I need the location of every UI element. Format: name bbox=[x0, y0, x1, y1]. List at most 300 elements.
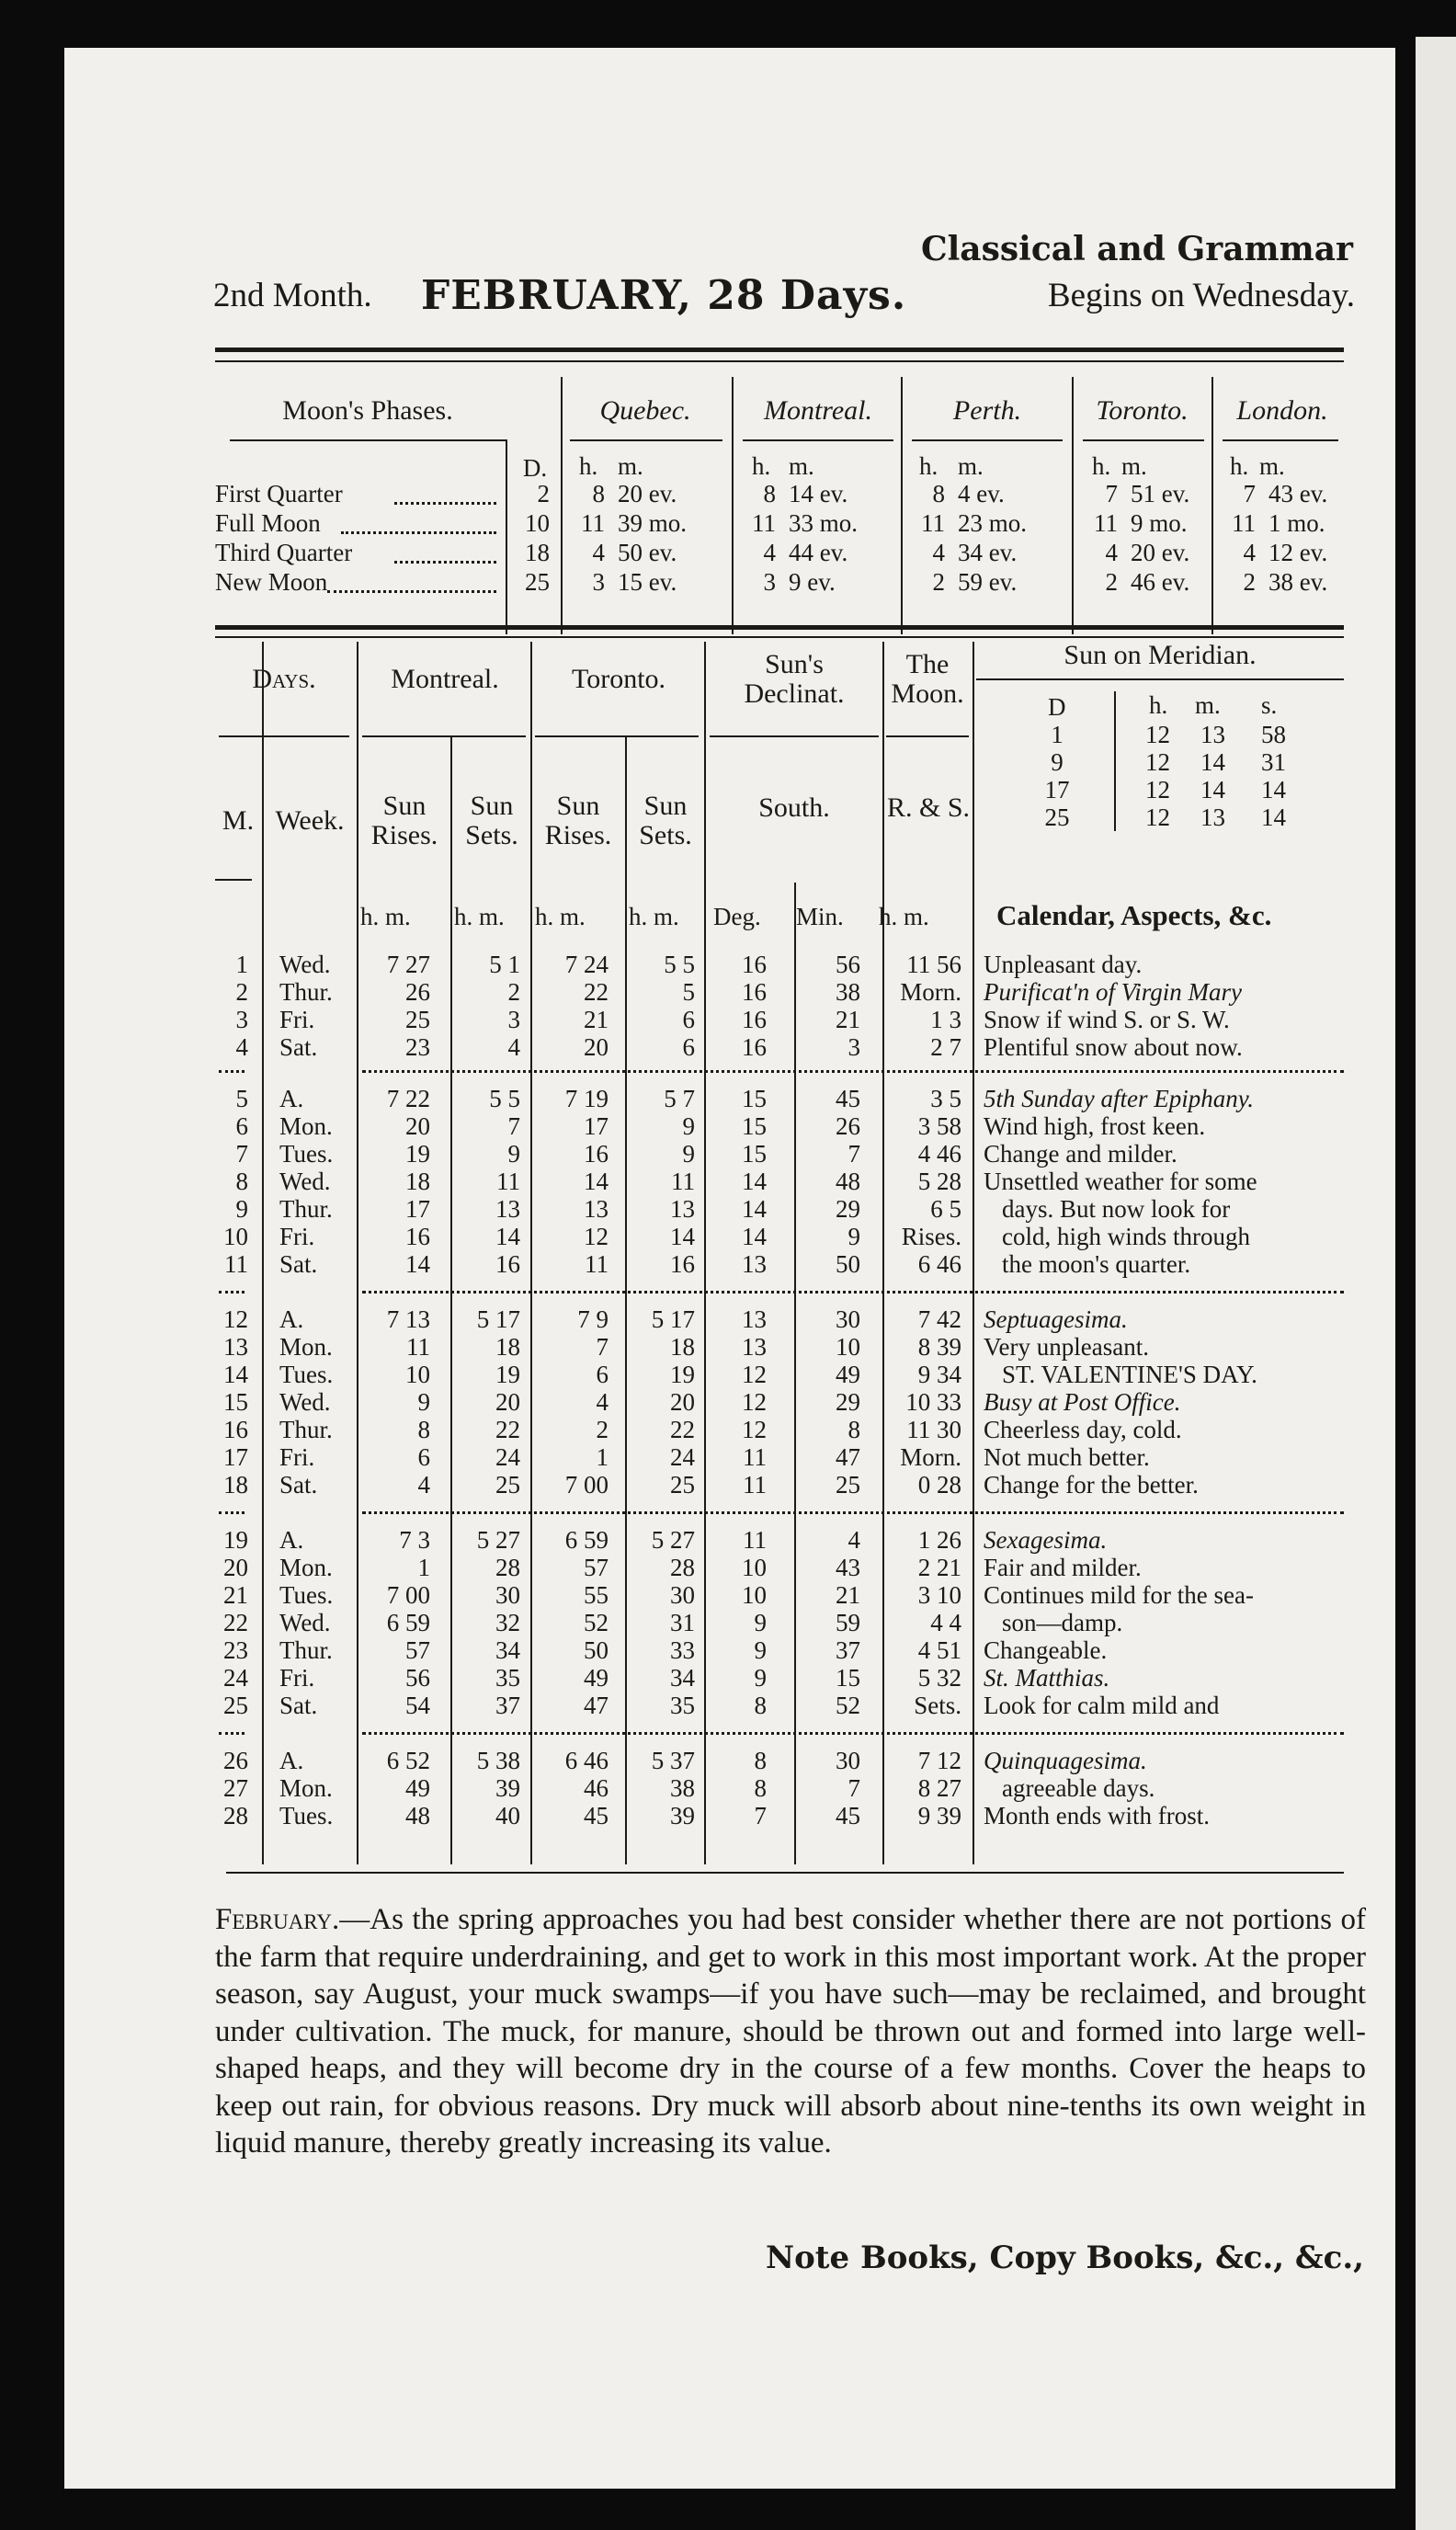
row-declination-deg: 16 bbox=[742, 1006, 767, 1033]
row-montreal-sets: 25 bbox=[495, 1471, 520, 1499]
meridian-sec: 58 bbox=[1261, 721, 1286, 748]
footer-advert: Note Books, Copy Books, &c., &c., bbox=[766, 2239, 1364, 2276]
row-moon-rise-set: 6 46 bbox=[917, 1250, 961, 1278]
city-header-perth: Perth. bbox=[952, 395, 1022, 426]
row-calendar-note: Plentiful snow about now. bbox=[984, 1033, 1243, 1061]
row-montreal-rises: 4 bbox=[417, 1471, 430, 1499]
row-moon-rise-set: 4 51 bbox=[917, 1636, 961, 1664]
row-montreal-rises: 14 bbox=[405, 1250, 430, 1278]
row-toronto-rises: 1 bbox=[596, 1443, 609, 1471]
row-declination-deg: 13 bbox=[742, 1250, 767, 1278]
row-moon-rise-set: 7 42 bbox=[917, 1305, 961, 1333]
row-moon-rise-set: 5 32 bbox=[917, 1664, 961, 1692]
row-declination-deg: 15 bbox=[742, 1140, 767, 1168]
row-declination-min: 21 bbox=[836, 1581, 860, 1609]
meridian-head-h: h. bbox=[1149, 691, 1168, 719]
phase-name: First Quarter bbox=[215, 480, 343, 507]
row-toronto-sets: 24 bbox=[670, 1443, 695, 1471]
toronto-header: Toronto. bbox=[571, 664, 666, 694]
row-montreal-sets: 14 bbox=[495, 1223, 520, 1250]
meridian-day: 1 bbox=[1051, 721, 1064, 748]
meridian-sec: 14 bbox=[1261, 803, 1286, 831]
phase-leader-dots bbox=[394, 502, 497, 505]
week-separator bbox=[219, 1732, 245, 1735]
row-declination-deg: 12 bbox=[742, 1416, 767, 1443]
row-montreal-sets: 7 bbox=[507, 1112, 520, 1140]
row-moon-rise-set: 3 10 bbox=[917, 1581, 961, 1609]
row-weekday: Mon. bbox=[279, 1333, 333, 1361]
row-calendar-note: the moon's quarter. bbox=[1002, 1250, 1191, 1278]
hm-tr: h. m. bbox=[535, 903, 586, 930]
row-montreal-sets: 11 bbox=[496, 1168, 520, 1195]
phase-hour: 4 bbox=[763, 539, 776, 566]
week-separator bbox=[219, 1291, 245, 1293]
row-weekday: Tues. bbox=[279, 1140, 334, 1168]
row-montreal-rises: 49 bbox=[405, 1774, 430, 1802]
phase-minutes: 20 ev. bbox=[1131, 539, 1190, 566]
phase-hour: 4 bbox=[1105, 539, 1118, 566]
row-day-of-month: 15 bbox=[223, 1388, 248, 1416]
south-header: South. bbox=[758, 792, 830, 823]
row-declination-min: 47 bbox=[836, 1443, 860, 1471]
row-declination-deg: 13 bbox=[742, 1305, 767, 1333]
meridian-min: 13 bbox=[1200, 721, 1225, 748]
row-montreal-sets: 13 bbox=[495, 1195, 520, 1223]
row-day-of-month: 4 bbox=[235, 1033, 248, 1061]
row-montreal-sets: 5 5 bbox=[489, 1085, 520, 1112]
row-day-of-month: 10 bbox=[223, 1223, 248, 1250]
row-toronto-rises: 21 bbox=[584, 1006, 609, 1033]
phases-header-underline bbox=[570, 439, 722, 441]
meridian-head-s: s. bbox=[1261, 691, 1278, 719]
city-header-toronto: Toronto. bbox=[1096, 395, 1189, 426]
meridian-head-d: D bbox=[1048, 693, 1066, 721]
row-toronto-rises: 49 bbox=[584, 1664, 609, 1692]
row-calendar-note: Purificat'n of Virgin Mary bbox=[984, 978, 1242, 1006]
row-montreal-rises: 20 bbox=[405, 1112, 430, 1140]
hm-mr: h. m. bbox=[360, 903, 411, 930]
phases-col-divider bbox=[561, 377, 563, 634]
row-declination-min: 56 bbox=[836, 951, 860, 978]
row-declination-deg: 15 bbox=[742, 1112, 767, 1140]
row-toronto-sets: 9 bbox=[682, 1112, 695, 1140]
row-weekday: Wed. bbox=[279, 951, 331, 978]
row-moon-rise-set: 11 56 bbox=[906, 951, 961, 978]
phase-leader-dots bbox=[341, 531, 497, 534]
row-declination-min: 7 bbox=[847, 1774, 860, 1802]
toronto-sun-rises-1: Sun bbox=[556, 791, 600, 821]
row-calendar-note: Snow if wind S. or S. W. bbox=[984, 1006, 1230, 1033]
row-day-of-month: 13 bbox=[223, 1333, 248, 1361]
phase-day: 2 bbox=[537, 480, 550, 507]
row-toronto-sets: 38 bbox=[670, 1774, 695, 1802]
row-montreal-sets: 16 bbox=[495, 1250, 520, 1278]
row-montreal-sets: 32 bbox=[495, 1609, 520, 1636]
row-toronto-sets: 30 bbox=[670, 1581, 695, 1609]
row-declination-min: 3 bbox=[847, 1033, 860, 1061]
row-day-of-month: 16 bbox=[223, 1416, 248, 1443]
row-montreal-sets: 24 bbox=[495, 1443, 520, 1471]
row-day-of-month: 25 bbox=[223, 1692, 248, 1719]
row-toronto-rises: 7 bbox=[596, 1333, 609, 1361]
sun-declinat-header-2: Declinat. bbox=[744, 678, 845, 709]
montreal-sun-rises-2: Rises. bbox=[370, 820, 438, 850]
row-toronto-rises: 11 bbox=[585, 1250, 609, 1278]
row-montreal-rises: 57 bbox=[405, 1636, 430, 1664]
row-calendar-note: Septuagesima. bbox=[984, 1305, 1128, 1333]
row-declination-min: 37 bbox=[836, 1636, 860, 1664]
row-declination-min: 45 bbox=[836, 1085, 860, 1112]
row-declination-deg: 8 bbox=[754, 1774, 767, 1802]
row-day-of-month: 11 bbox=[224, 1250, 248, 1278]
phases-sub-h: h. bbox=[1092, 452, 1111, 480]
phase-hour: 7 bbox=[1105, 480, 1118, 507]
phase-hour: 2 bbox=[932, 568, 945, 596]
meridian-divider bbox=[1114, 691, 1116, 831]
adjacent-page-edge bbox=[1416, 37, 1456, 2530]
row-weekday: Sat. bbox=[279, 1471, 318, 1499]
row-declination-min: 50 bbox=[836, 1250, 860, 1278]
row-weekday: Tues. bbox=[279, 1361, 334, 1388]
toronto-sun-sets-1: Sun bbox=[643, 791, 688, 821]
units-hm-moon: h. m. bbox=[879, 903, 929, 930]
row-weekday: Thur. bbox=[279, 978, 333, 1006]
meridian-day: 17 bbox=[1044, 776, 1070, 803]
row-moon-rise-set: Morn. bbox=[900, 1443, 961, 1471]
row-declination-deg: 7 bbox=[754, 1802, 767, 1829]
row-weekday: A. bbox=[279, 1747, 304, 1774]
row-declination-deg: 12 bbox=[742, 1361, 767, 1388]
row-weekday: Tues. bbox=[279, 1802, 334, 1829]
february-notes bbox=[215, 1901, 1366, 2162]
row-moon-rise-set: 11 30 bbox=[906, 1416, 961, 1443]
row-calendar-note: Cheerless day, cold. bbox=[984, 1416, 1182, 1443]
row-montreal-sets: 18 bbox=[495, 1333, 520, 1361]
phases-sub-m: m. bbox=[1121, 452, 1147, 480]
phase-hour: 11 bbox=[921, 509, 945, 537]
row-declination-min: 38 bbox=[836, 978, 860, 1006]
row-calendar-note: Wind high, frost keen. bbox=[984, 1112, 1206, 1140]
meridian-hour: 12 bbox=[1145, 776, 1170, 803]
table-col-divider bbox=[973, 642, 974, 1864]
phase-hour: 4 bbox=[1243, 539, 1256, 566]
notes-lead: February. bbox=[215, 1903, 340, 1936]
row-montreal-sets: 5 1 bbox=[489, 951, 520, 978]
row-declination-deg: 14 bbox=[742, 1223, 767, 1250]
row-day-of-month: 26 bbox=[223, 1747, 248, 1774]
row-montreal-sets: 2 bbox=[507, 978, 520, 1006]
row-day-of-month: 2 bbox=[235, 978, 248, 1006]
row-toronto-rises: 7 19 bbox=[564, 1085, 609, 1112]
row-declination-min: 25 bbox=[836, 1471, 860, 1499]
row-day-of-month: 3 bbox=[235, 1006, 248, 1033]
row-declination-deg: 10 bbox=[742, 1554, 767, 1581]
phase-name: New Moon bbox=[215, 568, 328, 596]
row-declination-deg: 9 bbox=[754, 1609, 767, 1636]
notes-text: —As the spring approaches you had best consider whether there are not portions of the farm that require underdraining, and get to work in this most important work. At the proper season, say August, your muck swamps—if you have such—may be reclaimed, and brought under cultivation. The muck, for manure, should be thrown out and formed into large well-shaped heaps, and they will become dry in the course of a few months. Cover the heaps to keep out rain, for obvious reasons. Dry muck will absorb about nine-tenths its own weight in liquid manure, thereby greatly increasing its value. bbox=[215, 1903, 1366, 2160]
col-m-header: M. bbox=[222, 805, 255, 836]
row-day-of-month: 12 bbox=[223, 1305, 248, 1333]
row-day-of-month: 7 bbox=[235, 1140, 248, 1168]
row-toronto-sets: 11 bbox=[671, 1168, 695, 1195]
row-declination-deg: 11 bbox=[743, 1443, 767, 1471]
row-declination-min: 8 bbox=[847, 1416, 860, 1443]
row-montreal-rises: 6 bbox=[417, 1443, 430, 1471]
phases-header-underline bbox=[230, 439, 506, 441]
row-declination-deg: 11 bbox=[743, 1471, 767, 1499]
meridian-day: 25 bbox=[1044, 803, 1070, 831]
row-montreal-sets: 19 bbox=[495, 1361, 520, 1388]
row-weekday: Mon. bbox=[279, 1112, 333, 1140]
meridian-min: 14 bbox=[1200, 748, 1225, 776]
row-declination-min: 15 bbox=[836, 1664, 860, 1692]
row-toronto-sets: 39 bbox=[670, 1802, 695, 1829]
row-declination-min: 49 bbox=[836, 1361, 860, 1388]
row-weekday: Sat. bbox=[279, 1033, 318, 1061]
row-moon-rise-set: 5 28 bbox=[917, 1168, 961, 1195]
row-declination-deg: 9 bbox=[754, 1664, 767, 1692]
row-toronto-sets: 35 bbox=[670, 1692, 695, 1719]
row-montreal-rises: 8 bbox=[417, 1416, 430, 1443]
row-weekday: Tues. bbox=[279, 1581, 334, 1609]
units-min: Min. bbox=[796, 903, 844, 930]
row-moon-rise-set: 1 3 bbox=[930, 1006, 961, 1033]
row-calendar-note: St. Matthias. bbox=[984, 1664, 1110, 1692]
row-moon-rise-set: Rises. bbox=[901, 1223, 961, 1250]
table-subcol-divider bbox=[625, 735, 627, 1864]
row-declination-deg: 14 bbox=[742, 1168, 767, 1195]
row-montreal-sets: 37 bbox=[495, 1692, 520, 1719]
row-declination-min: 26 bbox=[836, 1112, 860, 1140]
group-header-underline bbox=[535, 735, 699, 737]
phase-day: 25 bbox=[525, 568, 550, 596]
row-moon-rise-set: 9 39 bbox=[917, 1802, 961, 1829]
row-declination-deg: 13 bbox=[742, 1333, 767, 1361]
phase-minutes: 39 mo. bbox=[618, 509, 688, 537]
phase-name: Third Quarter bbox=[215, 539, 353, 566]
meridian-hour: 12 bbox=[1145, 748, 1170, 776]
row-montreal-rises: 6 52 bbox=[386, 1747, 430, 1774]
row-declination-min: 43 bbox=[836, 1554, 860, 1581]
row-montreal-sets: 39 bbox=[495, 1774, 520, 1802]
phase-hour: 11 bbox=[1094, 509, 1118, 537]
row-moon-rise-set: 10 33 bbox=[905, 1388, 961, 1416]
row-montreal-sets: 35 bbox=[495, 1664, 520, 1692]
row-calendar-note: Very unpleasant. bbox=[984, 1333, 1149, 1361]
row-montreal-sets: 22 bbox=[495, 1416, 520, 1443]
row-toronto-sets: 19 bbox=[670, 1361, 695, 1388]
row-declination-min: 30 bbox=[836, 1305, 860, 1333]
phases-col-divider bbox=[901, 377, 903, 634]
table-subcol-divider bbox=[450, 735, 452, 1864]
week-separator bbox=[362, 1732, 1344, 1735]
row-calendar-note: Continues mild for the sea- bbox=[984, 1581, 1254, 1609]
phase-minutes: 23 mo. bbox=[958, 509, 1028, 537]
row-day-of-month: 9 bbox=[235, 1195, 248, 1223]
row-montreal-rises: 17 bbox=[405, 1195, 430, 1223]
row-toronto-sets: 25 bbox=[670, 1471, 695, 1499]
row-calendar-note: Quinquagesima. bbox=[984, 1747, 1147, 1774]
row-toronto-rises: 22 bbox=[584, 978, 609, 1006]
row-montreal-rises: 23 bbox=[405, 1033, 430, 1061]
row-montreal-sets: 30 bbox=[495, 1581, 520, 1609]
meridian-sec: 14 bbox=[1261, 776, 1286, 803]
phase-name: Full Moon bbox=[215, 509, 321, 537]
city-header-london: London. bbox=[1236, 395, 1328, 426]
group-header-underline bbox=[886, 735, 969, 737]
row-toronto-rises: 4 bbox=[596, 1388, 609, 1416]
row-toronto-rises: 7 9 bbox=[577, 1305, 609, 1333]
row-moon-rise-set: 8 27 bbox=[917, 1774, 961, 1802]
meridian-min: 13 bbox=[1200, 803, 1225, 831]
row-day-of-month: 1 bbox=[235, 951, 248, 978]
row-montreal-rises: 7 00 bbox=[386, 1581, 430, 1609]
phases-sub-d: D. bbox=[522, 454, 548, 482]
phases-header: Moon's Phases. bbox=[282, 395, 453, 426]
row-moon-rise-set: 3 58 bbox=[917, 1112, 961, 1140]
group-header-underline bbox=[362, 735, 526, 737]
days-header: Days. bbox=[252, 664, 316, 694]
montreal-sun-rises-1: Sun bbox=[382, 791, 427, 821]
month-label: 2nd Month. bbox=[213, 277, 372, 314]
row-toronto-sets: 13 bbox=[670, 1195, 695, 1223]
top-double-rule bbox=[215, 348, 1344, 352]
row-weekday: A. bbox=[279, 1526, 304, 1554]
row-moon-rise-set: 3 5 bbox=[930, 1085, 961, 1112]
row-calendar-note: Fair and milder. bbox=[984, 1554, 1142, 1581]
row-toronto-sets: 16 bbox=[670, 1250, 695, 1278]
phase-minutes: 12 ev. bbox=[1268, 539, 1328, 566]
row-toronto-sets: 5 17 bbox=[651, 1305, 695, 1333]
row-montreal-rises: 56 bbox=[405, 1664, 430, 1692]
phases-header-underline bbox=[1223, 439, 1338, 441]
meridian-head-m: m. bbox=[1195, 691, 1221, 719]
row-moon-rise-set: 6 5 bbox=[930, 1195, 961, 1223]
row-calendar-note: Not much better. bbox=[984, 1443, 1150, 1471]
row-weekday: Sat. bbox=[279, 1250, 318, 1278]
row-declination-deg: 14 bbox=[742, 1195, 767, 1223]
row-calendar-note: Change for the better. bbox=[984, 1471, 1199, 1499]
phase-hour: 11 bbox=[752, 509, 776, 537]
sun-declinat-header-1: Sun's bbox=[765, 649, 824, 679]
row-toronto-rises: 16 bbox=[584, 1140, 609, 1168]
row-toronto-sets: 6 bbox=[682, 1033, 695, 1061]
phase-hour: 3 bbox=[592, 568, 605, 596]
phase-minutes: 33 mo. bbox=[789, 509, 859, 537]
row-calendar-note: days. But now look for bbox=[1002, 1195, 1231, 1223]
row-montreal-rises: 11 bbox=[406, 1333, 430, 1361]
row-declination-deg: 11 bbox=[743, 1526, 767, 1554]
row-calendar-note: Unpleasant day. bbox=[984, 951, 1143, 978]
row-calendar-note: Unsettled weather for some bbox=[984, 1168, 1257, 1195]
phase-minutes: 50 ev. bbox=[618, 539, 677, 566]
row-toronto-sets: 34 bbox=[670, 1664, 695, 1692]
row-montreal-rises: 1 bbox=[417, 1554, 430, 1581]
row-montreal-sets: 3 bbox=[507, 1006, 520, 1033]
phase-day: 18 bbox=[525, 539, 550, 566]
row-calendar-note: Sexagesima. bbox=[984, 1526, 1108, 1554]
units-deg: Deg. bbox=[713, 903, 761, 930]
row-moon-rise-set: 2 21 bbox=[917, 1554, 961, 1581]
phase-minutes: 9 ev. bbox=[789, 568, 836, 596]
row-toronto-rises: 6 46 bbox=[564, 1747, 609, 1774]
row-day-of-month: 20 bbox=[223, 1554, 248, 1581]
row-moon-rise-set: 8 39 bbox=[917, 1333, 961, 1361]
row-weekday: Wed. bbox=[279, 1388, 331, 1416]
row-montreal-rises: 19 bbox=[405, 1140, 430, 1168]
meridian-hour: 12 bbox=[1145, 721, 1170, 748]
row-declination-min: 10 bbox=[836, 1333, 860, 1361]
group-header-underline bbox=[710, 735, 879, 737]
row-declination-deg: 16 bbox=[742, 951, 767, 978]
row-day-of-month: 5 bbox=[235, 1085, 248, 1112]
row-weekday: A. bbox=[279, 1085, 304, 1112]
row-toronto-sets: 5 5 bbox=[664, 951, 695, 978]
row-toronto-rises: 7 00 bbox=[564, 1471, 609, 1499]
phases-sub-h: h. bbox=[579, 452, 598, 480]
phase-hour: 7 bbox=[1243, 480, 1256, 507]
row-toronto-sets: 5 27 bbox=[651, 1526, 695, 1554]
row-calendar-note: Busy at Post Office. bbox=[984, 1388, 1181, 1416]
row-day-of-month: 23 bbox=[223, 1636, 248, 1664]
row-toronto-sets: 31 bbox=[670, 1609, 695, 1636]
begins-on: Begins on Wednesday. bbox=[1047, 277, 1355, 314]
row-toronto-rises: 55 bbox=[584, 1581, 609, 1609]
row-montreal-rises: 18 bbox=[405, 1168, 430, 1195]
city-header-quebec: Quebec. bbox=[599, 395, 691, 426]
week-separator bbox=[362, 1291, 1344, 1293]
row-toronto-rises: 50 bbox=[584, 1636, 609, 1664]
row-day-of-month: 24 bbox=[223, 1664, 248, 1692]
row-day-of-month: 14 bbox=[223, 1361, 248, 1388]
phases-sub-m: m. bbox=[958, 452, 984, 480]
row-toronto-sets: 22 bbox=[670, 1416, 695, 1443]
row-moon-rise-set: 7 12 bbox=[917, 1747, 961, 1774]
meridian-min: 14 bbox=[1200, 776, 1225, 803]
phase-minutes: 15 ev. bbox=[618, 568, 677, 596]
phase-minutes: 1 mo. bbox=[1268, 509, 1325, 537]
week-separator bbox=[219, 1511, 245, 1514]
row-weekday: Wed. bbox=[279, 1168, 331, 1195]
row-toronto-rises: 52 bbox=[584, 1609, 609, 1636]
row-weekday: Fri. bbox=[279, 1006, 315, 1033]
row-weekday: Fri. bbox=[279, 1443, 315, 1471]
row-moon-rise-set: Morn. bbox=[900, 978, 961, 1006]
meridian-title: Sun on Meridian. bbox=[1064, 640, 1257, 670]
phases-sub-m: m. bbox=[618, 452, 643, 480]
row-calendar-note: Changeable. bbox=[984, 1636, 1108, 1664]
row-calendar-note: cold, high winds through bbox=[1002, 1223, 1250, 1250]
row-declination-min: 21 bbox=[836, 1006, 860, 1033]
hm-ts: h. m. bbox=[629, 903, 679, 930]
phase-day: 10 bbox=[525, 509, 550, 537]
row-toronto-rises: 13 bbox=[584, 1195, 609, 1223]
row-montreal-sets: 34 bbox=[495, 1636, 520, 1664]
row-declination-min: 4 bbox=[847, 1526, 860, 1554]
phases-bottom-rule bbox=[215, 625, 1344, 630]
the-moon-header-2: Moon. bbox=[891, 678, 964, 709]
table-col-divider bbox=[704, 642, 706, 1864]
row-day-of-month: 27 bbox=[223, 1774, 248, 1802]
row-toronto-rises: 2 bbox=[596, 1416, 609, 1443]
row-declination-min: 59 bbox=[836, 1609, 860, 1636]
row-toronto-rises: 45 bbox=[584, 1802, 609, 1829]
page-title: FEBRUARY, 28 Days. bbox=[421, 272, 907, 319]
row-moon-rise-set: 2 7 bbox=[930, 1033, 961, 1061]
row-declination-deg: 16 bbox=[742, 978, 767, 1006]
row-moon-rise-set: 1 26 bbox=[917, 1526, 961, 1554]
phase-minutes: 4 ev. bbox=[958, 480, 1005, 507]
